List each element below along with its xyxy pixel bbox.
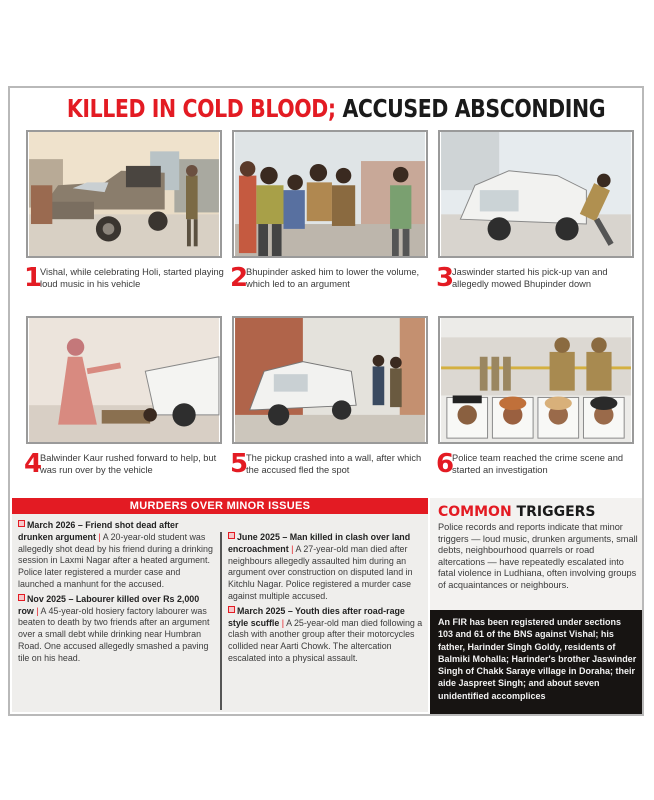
incident-text: A 25-year-old man died following a clash with another group after their motorcycles collided near Aarti Chowk. The altercation escalated into a physical assault. (228, 617, 423, 663)
caption-text: Bhupinder asked him to lower the volume, which led to an argument (246, 267, 420, 289)
caption-text: Jaswinder started his pick-up van and allegedly mowed Bhupinder down (452, 267, 608, 289)
column-divider (220, 532, 222, 710)
incident-heading: Nov 2025 – Labourer killed over Rs 2,000 row (18, 593, 200, 616)
pickup-truck-icon (28, 132, 220, 256)
headline-red: KILLED IN COLD BLOOD; (66, 94, 336, 123)
crashed-pickup-icon (234, 318, 426, 442)
incident-text: A 20-year-old student was allegedly shot dead by his friend during a drinking session in Laxmi Nagar after a heated argument. Police later registered a murder case and launched a manhunt for the accused. (18, 531, 213, 589)
incident-heading: March 2026 – Friend shot dead after drunken argument (18, 520, 179, 542)
bullet-icon (228, 606, 235, 613)
common-triggers-box (430, 498, 642, 610)
fir-box (430, 610, 642, 714)
incident-heading: March 2025 – Youth dies after road-rage style scuffle (228, 605, 405, 628)
incident-item: June 2025 – Man killed in clash over land encroachment | A 27-year-old man died after neighbours allegedly assaulted him during an argument over construction on disputed land in Kitchlu Nagar. Police registered a murder case against multiple accused. (228, 532, 413, 601)
panel-1-illustration (26, 130, 222, 258)
panel-5-caption (230, 450, 430, 482)
bullet-icon (18, 520, 25, 527)
minor-issues-header: MURDERS OVER MINOR ISSUES (12, 498, 428, 514)
bullet-icon (228, 532, 235, 539)
incident-text: A 27-year-old man died after neighbours allegedly assaulted him during an argument over construction on disputed land in Kitchlu Nagar. Police registered a murder case against multiple accused. (228, 543, 413, 601)
panel-2-illustration (232, 130, 428, 258)
caption-text: Vishal, while celebrating Holi, started playing loud music in his vehicle (40, 267, 224, 289)
step-number: 6 (436, 449, 455, 479)
bullet-icon (18, 594, 25, 601)
incident-text: A 45-year-old hosiery factory labourer was beaten to death by two friends after an argument over a small debt while drinking near Humbran Road. One accused allegedly smashed a paving tile on his head. (18, 605, 210, 663)
minor-issues-column-right (228, 532, 424, 668)
caption-text: Balwinder Kaur rushed forward to help, but was run over by the vehicle (40, 453, 217, 475)
triggers-title-black: TRIGGERS (516, 504, 596, 520)
fir-text: An FIR has been registered under sections 103 and 61 of the BNS against Vishal; his father, Harinder Singh Goldy, residents of Balmiki Mohalla; Harinder's brother Jaswinder Singh of Chakk Saraye village in Doraha; their aide Jaspreet Singh; and about seven unidentified accomplices (438, 617, 637, 701)
panel-3-caption (436, 264, 636, 296)
panel-5-illustration (232, 316, 428, 444)
infographic-frame (8, 86, 644, 716)
headline (66, 94, 606, 123)
triggers-title-red: COMMON (438, 504, 512, 520)
incident-heading: June 2025 – Man killed in clash over land encroachment (228, 532, 411, 554)
minor-issues-section (12, 514, 428, 712)
woman-rushing-icon (28, 318, 220, 442)
caption-text: Police team reached the crime scene and started an investigation (452, 453, 624, 475)
panel-6-illustration (438, 316, 634, 444)
panel-1-caption (24, 264, 224, 296)
panel-4-illustration (26, 316, 222, 444)
police-scene-icon (440, 318, 632, 442)
incident-item: March 2026 – Friend shot dead after drunken argument | A 20-year-old student was allegedly shot dead by his friend during a drinking session in Laxmi Nagar after a heated argument. Police later registered a murder case and launched a manhunt for the accused. (18, 520, 213, 589)
panel-4-caption (24, 450, 224, 482)
incident-item: March 2025 – Youth dies after road-rage style scuffle | A 25-year-old man died following a clash with another group after their motorcycles collided near Aarti Chowk. The altercation escalated into a physical assault. (228, 605, 423, 663)
panel-3-illustration (438, 130, 634, 258)
step-number: 4 (24, 449, 43, 479)
step-number: 2 (230, 263, 249, 293)
incident-item: Nov 2025 – Labourer killed over Rs 2,000 row | A 45-year-old hosiery factory labourer was beaten to death by two friends after an argument over a small debt while drinking near Humbran Road. One accused allegedly smashed a paving tile on his head. (18, 593, 210, 663)
step-number: 5 (230, 449, 249, 479)
triggers-text: Police records and reports indicate that minor triggers — loud music, drunken arguments, small debts, neighbourhood quarrels or road altercations — have repeatedly escalated into fatal violence in Ludhiana, often involving groups of acquaintances or neighbours. (438, 522, 638, 590)
step-number: 1 (24, 263, 43, 293)
triggers-title (438, 504, 596, 520)
headline-black: ACCUSED ABSCONDING (342, 94, 606, 123)
pickup-hitting-man-icon (440, 132, 632, 256)
panel-2-caption (230, 264, 430, 296)
caption-text: The pickup crashed into a wall, after which the accused fled the spot (246, 453, 422, 475)
scuffle-icon (234, 132, 426, 256)
minor-issues-column-left (18, 520, 214, 668)
step-number: 3 (436, 263, 455, 293)
panel-6-caption (436, 450, 636, 482)
